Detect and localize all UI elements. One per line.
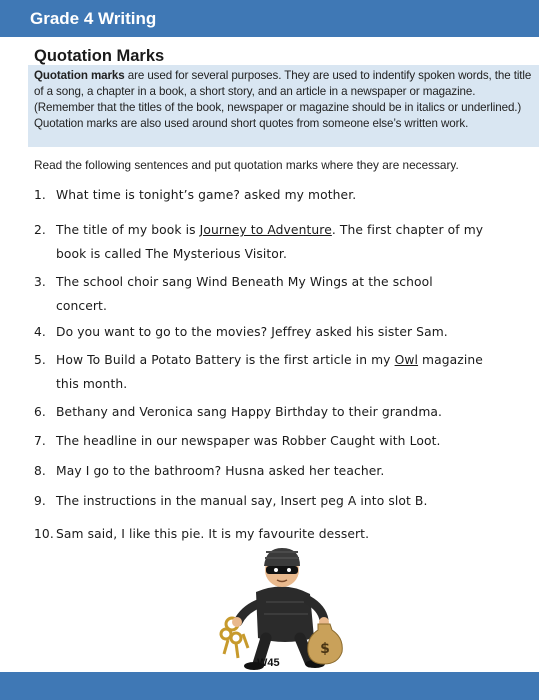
item-text: How To Build a Potato Battery is the first article in my — [56, 353, 395, 367]
item-text: The title of my book is — [56, 223, 200, 237]
list-item — [34, 348, 509, 396]
item-text: Do you want to go to the movies? Jeffrey asked his sister Sam. — [56, 325, 448, 339]
item-text-end: magazine — [418, 353, 483, 367]
item-number: 6. — [34, 405, 46, 419]
page-header-title: Grade 4 Writing — [30, 9, 157, 28]
footer-bar — [0, 672, 539, 700]
item-text-end: . The first chapter of my — [331, 223, 484, 237]
list-item — [34, 183, 509, 207]
item-text: The headline in our newspaper was Robber Caught with Loot. — [56, 434, 441, 448]
item-continuation: book is called The Mysterious Visitor. — [56, 247, 287, 261]
intro-paragraph — [34, 68, 534, 132]
section-title: Quotation Marks — [34, 47, 165, 65]
list-item — [34, 320, 509, 344]
intro-body: are used for several purposes. They are used to indentify spoken words, the title of a song, a chapter in a book, a short story, and an article in a newspaper or magazine. (Remember that the titles of the book, newspaper or magazine should be in italics or underlined.) Quotation marks are also used around short quotes from someone else’s written work. — [34, 69, 532, 130]
list-item — [34, 459, 509, 483]
list-item — [34, 218, 509, 266]
dollar-sign: $ — [320, 641, 330, 657]
list-item — [34, 400, 509, 424]
item-number: 4. — [34, 325, 46, 339]
item-text: Bethany and Veronica sang Happy Birthday to their grandma. — [56, 405, 443, 419]
item-text: May I go to the bathroom? Husna asked her teacher. — [56, 464, 385, 478]
item-number: 9. — [34, 494, 46, 508]
item-continuation: this month. — [56, 377, 128, 391]
page-number: W45 — [257, 657, 280, 669]
thief-illustration-icon — [218, 542, 350, 672]
list-item — [34, 489, 509, 513]
item-number: 7. — [34, 434, 46, 448]
item-number: 2. — [34, 223, 46, 237]
item-text: The school choir sang Wind Beneath My Wings at the school — [56, 275, 433, 289]
item-number: 1. — [34, 188, 46, 202]
item-text: Sam said, I like this pie. It is my favourite dessert. — [56, 527, 370, 541]
book-title-underlined: Journey to Adventure — [199, 223, 332, 237]
list-item — [34, 270, 509, 318]
list-item — [34, 429, 509, 453]
item-text: The instructions in the manual say, Insert peg A into slot B. — [56, 494, 428, 508]
item-number: 3. — [34, 275, 46, 289]
item-number: 5. — [34, 353, 46, 367]
instruction-text: Read the following sentences and put quotation marks where they are necessary. — [34, 158, 459, 172]
item-text: What time is tonight’s game? asked my mother. — [56, 188, 357, 202]
item-number: 10. — [34, 527, 54, 541]
magazine-title-underlined: Owl — [394, 353, 419, 367]
item-number: 8. — [34, 464, 46, 478]
intro-bold-term: Quotation marks — [34, 69, 125, 82]
item-continuation: concert. — [56, 299, 107, 313]
